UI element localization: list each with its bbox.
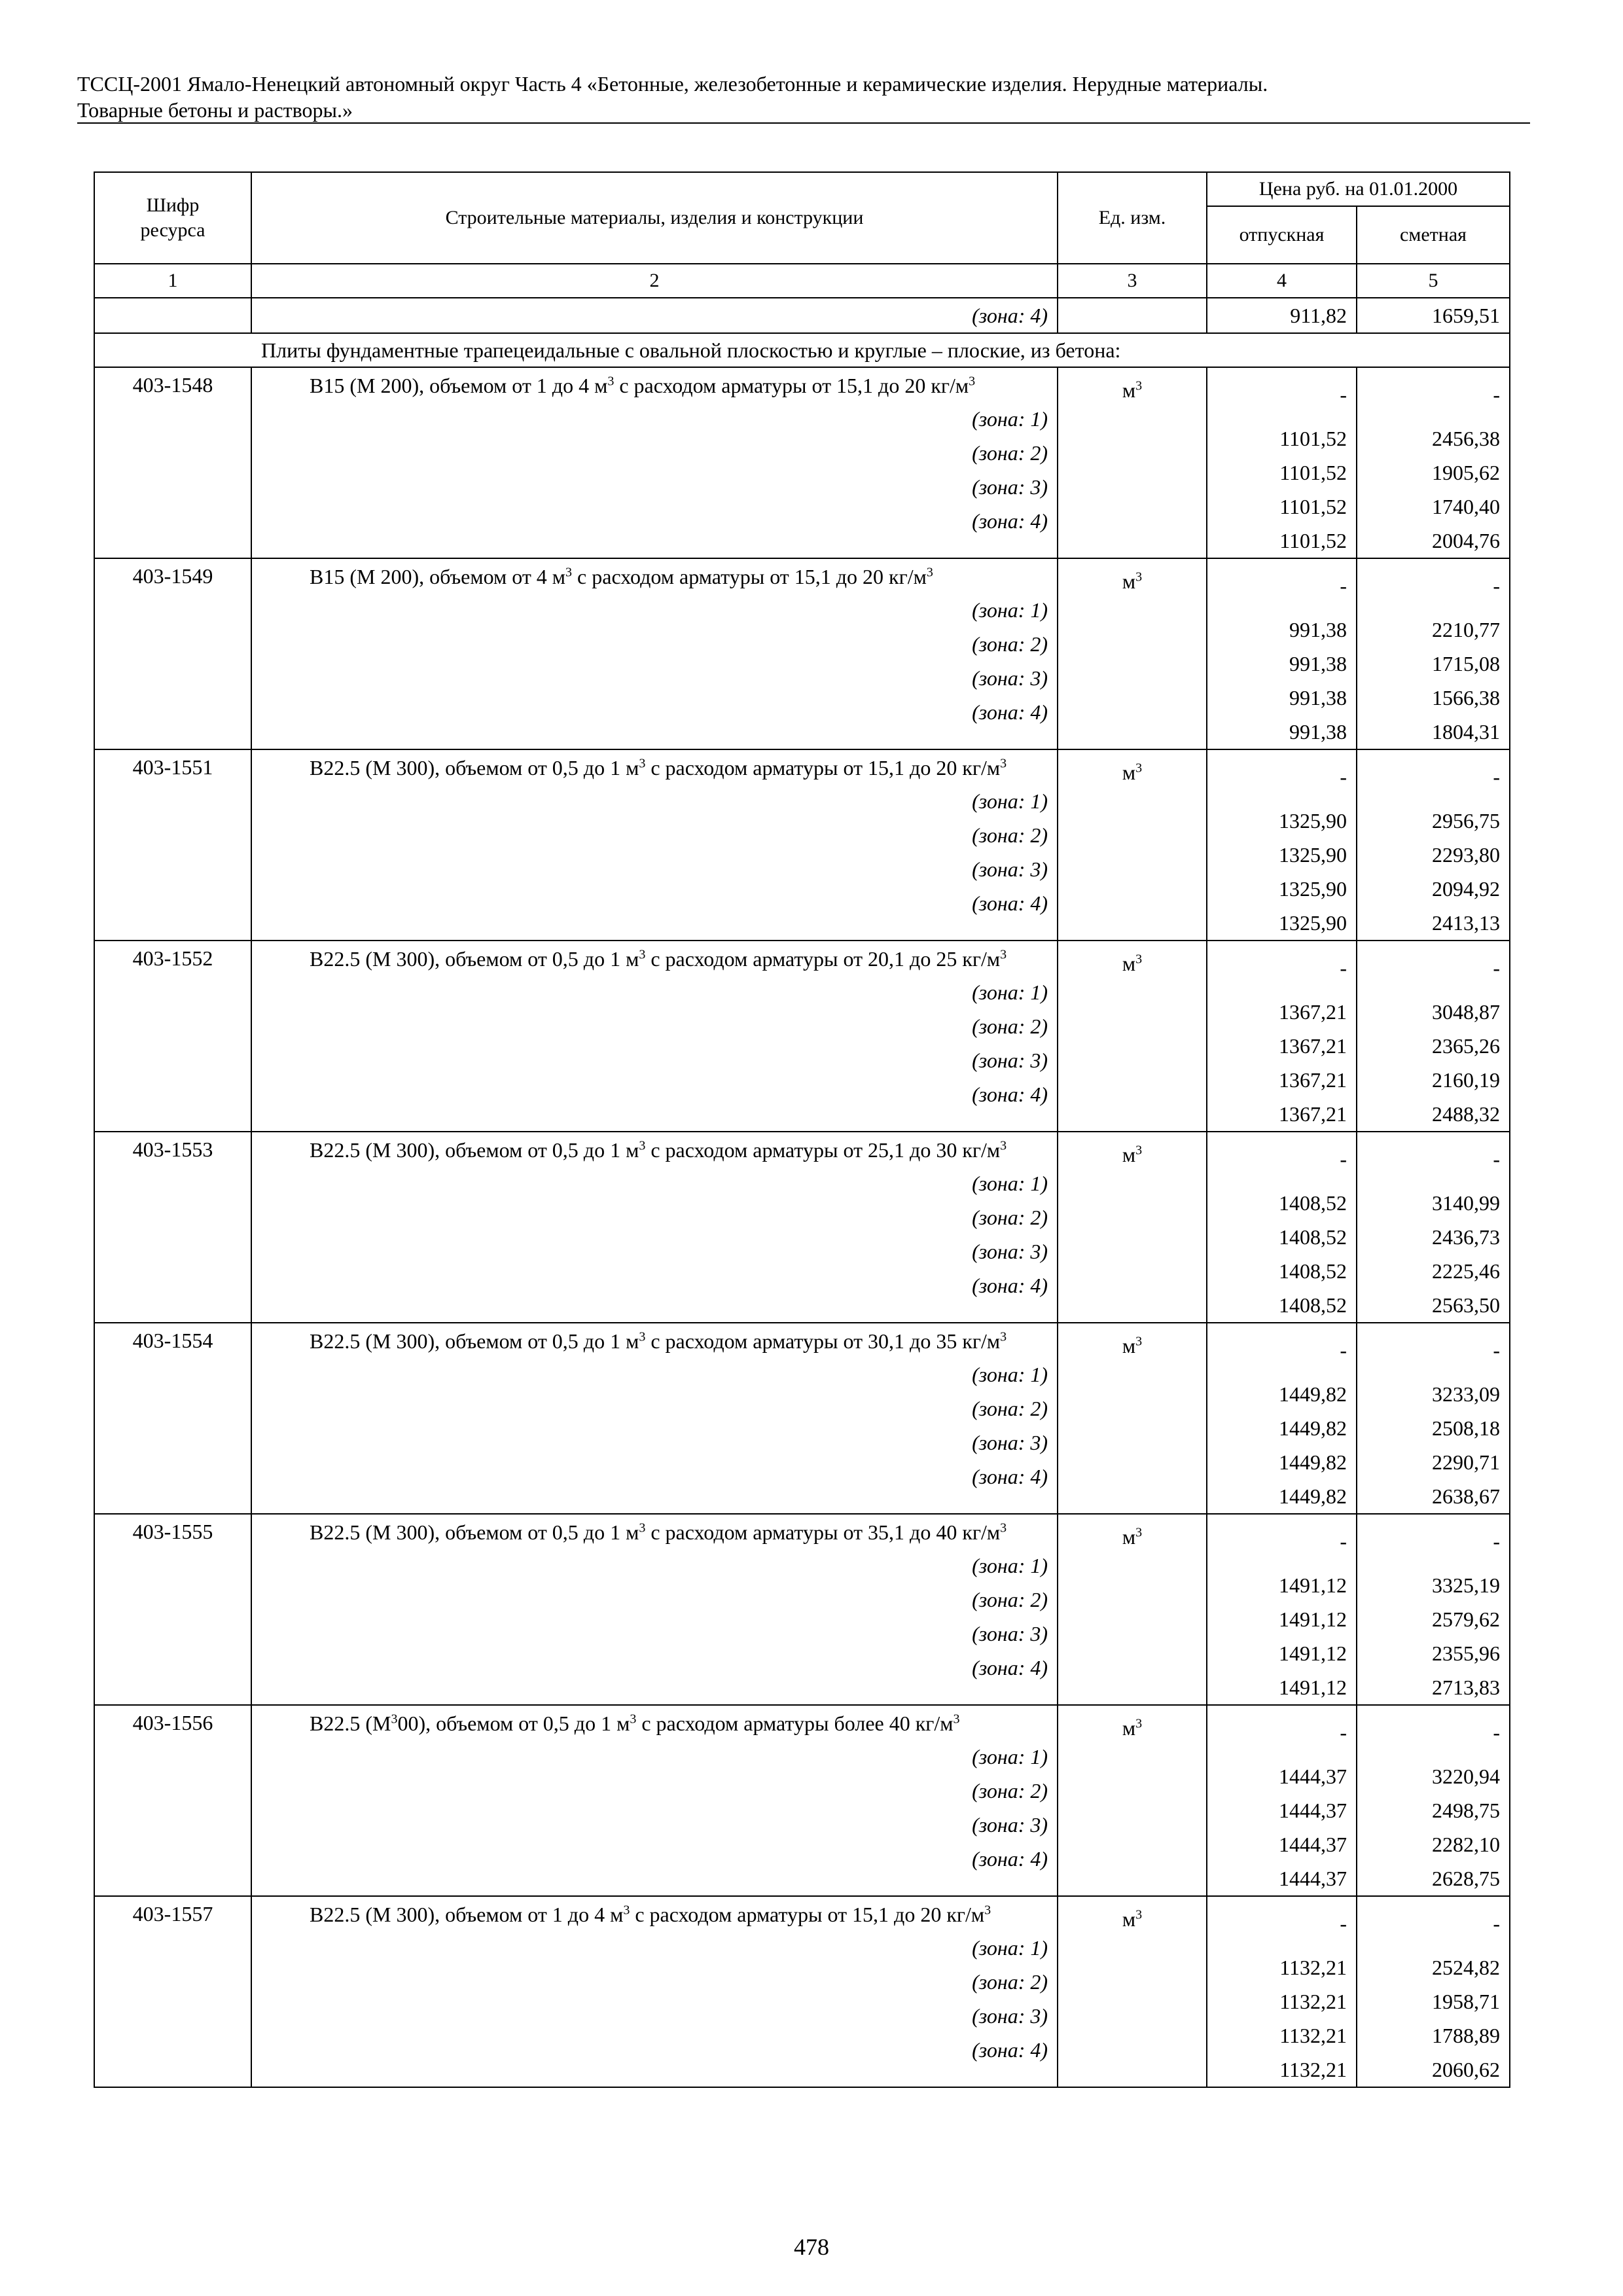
- estimate-price: 1740,40: [1432, 495, 1501, 518]
- item-description: В22.5 (М 300), объемом от 0,5 до 1 $м^3$ с расходом арматуры от 15,1 до 20 $кг/м^3$: [310, 756, 1007, 780]
- release-price: 1491,12: [1279, 1641, 1347, 1665]
- release-price: 1101,52: [1279, 427, 1347, 450]
- release-price: 991,38: [1289, 652, 1347, 675]
- document-header: [77, 71, 1530, 123]
- table-row: [94, 941, 1510, 1132]
- estimate-price: -: [1493, 1338, 1501, 1362]
- release-price: 1367,21: [1279, 1034, 1347, 1058]
- estimate-price: 1804,31: [1432, 720, 1501, 744]
- header-name: Строительные материалы, изделия и конструкции: [251, 172, 1058, 264]
- column-number: 3: [1058, 264, 1207, 298]
- release-price: 1449,82: [1279, 1484, 1347, 1508]
- zone-label: (зона: 3): [972, 666, 1048, 690]
- release-price: 1491,12: [1279, 1676, 1347, 1699]
- release-price: 1325,90: [1279, 877, 1347, 901]
- unit-cell: [1058, 1896, 1207, 2087]
- release-price: 1101,52: [1279, 529, 1347, 552]
- table-row: [94, 1323, 1510, 1514]
- estimate-price: 2355,96: [1432, 1641, 1501, 1665]
- zone-label: (зона: 2): [972, 441, 1048, 465]
- description-cell: [251, 1896, 1058, 2087]
- estimate-price-cell: [1357, 749, 1510, 941]
- zone-label: (зона: 3): [972, 1240, 1048, 1263]
- release-price: 1449,82: [1279, 1416, 1347, 1440]
- zone-label: (зона: 1): [972, 1554, 1048, 1577]
- estimate-price: -: [1493, 574, 1501, 598]
- estimate-price: 2004,76: [1432, 529, 1501, 552]
- estimate-price: 2225,46: [1432, 1259, 1501, 1283]
- table-row: [94, 749, 1510, 941]
- header-estimate: сметная: [1357, 206, 1510, 264]
- estimate-price-cell: [1357, 1896, 1510, 2087]
- section-title: Плиты фундаментные трапецеидальные с овальной плоскостью и круглые – плоские, из бетона:: [94, 333, 1510, 367]
- release-price: 1444,37: [1279, 1799, 1347, 1822]
- zone-label: (зона: 4): [972, 2038, 1048, 2062]
- estimate-price: 2365,26: [1432, 1034, 1501, 1058]
- description-cell: [251, 1705, 1058, 1896]
- column-number-row: [94, 264, 1510, 298]
- release-price: 1491,12: [1279, 1573, 1347, 1597]
- release-price: -: [1340, 1530, 1347, 1553]
- release-price: 911,82: [1207, 298, 1357, 333]
- estimate-price: 3048,87: [1432, 1000, 1501, 1024]
- release-price: -: [1340, 1147, 1347, 1171]
- estimate-price: 2293,80: [1432, 843, 1501, 867]
- estimate-price: 2638,67: [1432, 1484, 1501, 1508]
- estimate-price: 2436,73: [1432, 1225, 1501, 1249]
- estimate-price: 2160,19: [1432, 1068, 1501, 1092]
- table-row: [94, 1132, 1510, 1323]
- estimate-price: 2210,77: [1432, 618, 1501, 641]
- release-price: 1132,21: [1279, 2058, 1347, 2081]
- estimate-price: 2524,82: [1432, 1956, 1501, 1979]
- unit-cell: [1058, 1705, 1207, 1896]
- table-row: [94, 1514, 1510, 1705]
- zone-label: (зона: 1): [972, 1745, 1048, 1768]
- table-body: [94, 298, 1510, 2087]
- column-number: 4: [1207, 264, 1357, 298]
- unit-cell: [1058, 1323, 1207, 1514]
- zone-label: (зона: 2): [972, 632, 1048, 656]
- item-description: В22.5 (М 300), объемом от 1 до 4 $м^3$ с расходом арматуры от 15,1 до 20 $кг/м^3$: [310, 1903, 991, 1926]
- estimate-price: -: [1493, 1721, 1501, 1744]
- zone-label: (зона: 4): [972, 891, 1048, 915]
- estimate-price: 2094,92: [1432, 877, 1501, 901]
- release-price: 1367,21: [1279, 1102, 1347, 1126]
- estimate-price: 3233,09: [1432, 1382, 1501, 1406]
- resource-code-cell: [94, 1896, 251, 2087]
- release-price-cell: [1207, 941, 1357, 1132]
- release-price-cell: [1207, 1323, 1357, 1514]
- zone-label: (зона: 1): [972, 598, 1048, 622]
- header-price-group: Цена руб. на 01.01.2000: [1207, 172, 1510, 206]
- estimate-price: -: [1493, 956, 1501, 980]
- zone-label: (зона: 4): [972, 700, 1048, 724]
- estimate-price-cell: [1357, 558, 1510, 749]
- zone-label: (зона: 4): [972, 1847, 1048, 1871]
- estimate-price: 2508,18: [1432, 1416, 1501, 1440]
- release-price: -: [1340, 574, 1347, 598]
- estimate-price: 1566,38: [1432, 686, 1501, 709]
- zone-label: (зона: 4): [972, 304, 1048, 327]
- estimate-price-cell: [1357, 941, 1510, 1132]
- column-number: 5: [1357, 264, 1510, 298]
- estimate-price: 3325,19: [1432, 1573, 1501, 1597]
- unit-value: $м^3$: [1122, 1716, 1143, 1740]
- header-code: Шифр ресурса: [94, 172, 251, 264]
- unit-cell: [1058, 558, 1207, 749]
- zone-label: (зона: 3): [972, 475, 1048, 499]
- resource-code-cell: [94, 941, 251, 1132]
- release-price: 1449,82: [1279, 1382, 1347, 1406]
- unit-value: $м^3$: [1122, 761, 1143, 784]
- unit-value: $м^3$: [1122, 1907, 1143, 1931]
- description-cell: [251, 558, 1058, 749]
- zone-label: (зона: 1): [972, 789, 1048, 813]
- resource-code: 403-1551: [132, 755, 213, 779]
- unit-value: $м^3$: [1122, 1334, 1143, 1357]
- estimate-price-cell: [1357, 1132, 1510, 1323]
- release-price: -: [1340, 1338, 1347, 1362]
- estimate-price: 2498,75: [1432, 1799, 1501, 1822]
- estimate-price: 3220,94: [1432, 1765, 1501, 1788]
- release-price: 991,38: [1289, 618, 1347, 641]
- item-description: В22.5 $(М^300)$, объемом от 0,5 до 1 $м^3$ с расходом арматуры более 40 $кг/м^3$: [310, 1712, 960, 1735]
- description-cell: [251, 1132, 1058, 1323]
- resource-code-cell: [94, 1514, 251, 1705]
- zone-label: (зона: 2): [972, 1014, 1048, 1038]
- description-cell: [251, 1323, 1058, 1514]
- zone-label: (зона: 2): [972, 1206, 1048, 1229]
- page-number: 478: [794, 2234, 829, 2260]
- unit-cell: [1058, 1514, 1207, 1705]
- unit-value: $м^3$: [1122, 1143, 1143, 1166]
- unit-value: $м^3$: [1122, 569, 1143, 593]
- estimate-price: 2579,62: [1432, 1607, 1501, 1631]
- zone-label: (зона: 4): [972, 1083, 1048, 1106]
- unit-cell: [1058, 367, 1207, 558]
- release-price: 1367,21: [1279, 1068, 1347, 1092]
- estimate-price-cell: [1357, 1514, 1510, 1705]
- zone-label: (зона: 4): [972, 1465, 1048, 1488]
- resource-code: 403-1556: [132, 1711, 213, 1734]
- release-price: 991,38: [1289, 686, 1347, 709]
- estimate-price: 2563,50: [1432, 1293, 1501, 1317]
- resource-code-cell: [94, 1705, 251, 1896]
- release-price: -: [1340, 383, 1347, 406]
- header-line-1: ТССЦ-2001 Ямало-Ненецкий автономный округ Часть 4 «Бетонные, железобетонные и керамические изделия. Нерудные материалы.: [77, 72, 1268, 96]
- estimate-price: 2456,38: [1432, 427, 1501, 450]
- release-price: 1408,52: [1279, 1225, 1347, 1249]
- release-price: 1132,21: [1279, 1956, 1347, 1979]
- release-price: 1444,37: [1279, 1833, 1347, 1856]
- zone-label: (зона: 1): [972, 1172, 1048, 1195]
- item-description: В22.5 (М 300), объемом от 0,5 до 1 $м^3$ с расходом арматуры от 35,1 до 40 $кг/м^3$: [310, 1520, 1007, 1544]
- zone-label: (зона: 3): [972, 1622, 1048, 1645]
- unit-cell: [1058, 749, 1207, 941]
- release-price: 1449,82: [1279, 1450, 1347, 1474]
- carry-over-row: [94, 298, 1510, 333]
- zone-label: (зона: 3): [972, 1813, 1048, 1837]
- zone-label: (зона: 4): [972, 509, 1048, 533]
- estimate-price: 2060,62: [1432, 2058, 1501, 2081]
- description-cell: [251, 749, 1058, 941]
- release-price: 1408,52: [1279, 1259, 1347, 1283]
- release-price-cell: [1207, 1132, 1357, 1323]
- estimate-price-cell: [1357, 1705, 1510, 1896]
- release-price: 1408,52: [1279, 1293, 1347, 1317]
- release-price: -: [1340, 956, 1347, 980]
- resource-code: 403-1555: [132, 1520, 213, 1543]
- zone-label: (зона: 3): [972, 1431, 1048, 1454]
- release-price: 1325,90: [1279, 911, 1347, 935]
- estimate-price: -: [1493, 1530, 1501, 1553]
- estimate-price: 1905,62: [1432, 461, 1501, 484]
- release-price-cell: [1207, 749, 1357, 941]
- zone-label: (зона: 4): [972, 1274, 1048, 1297]
- estimate-price: 1715,08: [1432, 652, 1501, 675]
- column-number: 2: [251, 264, 1058, 298]
- release-price: 1101,52: [1279, 461, 1347, 484]
- resource-code-cell: [94, 1323, 251, 1514]
- release-price: 1367,21: [1279, 1000, 1347, 1024]
- unit-value: $м^3$: [1122, 952, 1143, 975]
- estimate-price: -: [1493, 1912, 1501, 1935]
- release-price: -: [1340, 765, 1347, 789]
- release-price-cell: [1207, 1514, 1357, 1705]
- zone-label: (зона: 1): [972, 407, 1048, 431]
- section-title-row: [94, 333, 1510, 367]
- release-price: 1325,90: [1279, 843, 1347, 867]
- release-price: 1132,21: [1279, 2024, 1347, 2047]
- release-price: 1408,52: [1279, 1191, 1347, 1215]
- zone-label: (зона: 4): [972, 1656, 1048, 1679]
- estimate-price: 2956,75: [1432, 809, 1501, 833]
- estimate-price: 2488,32: [1432, 1102, 1501, 1126]
- estimate-price: -: [1493, 1147, 1501, 1171]
- release-price: -: [1340, 1912, 1347, 1935]
- header-unit: Ед. изм.: [1058, 172, 1207, 264]
- estimate-price: 2413,13: [1432, 911, 1501, 935]
- item-description: В15 (М 200), объемом от 4 $м^3$ с расходом арматуры от 15,1 до 20 $кг/м^3$: [310, 565, 933, 588]
- release-price-cell: [1207, 558, 1357, 749]
- release-price: 1132,21: [1279, 1990, 1347, 2013]
- table-row: [94, 1896, 1510, 2087]
- estimate-price: 1659,51: [1357, 298, 1510, 333]
- estimate-price-cell: [1357, 367, 1510, 558]
- release-price-cell: [1207, 367, 1357, 558]
- resource-code-cell: [94, 558, 251, 749]
- resource-code: 403-1553: [132, 1138, 213, 1161]
- column-number: 1: [94, 264, 251, 298]
- resource-code-cell: [94, 367, 251, 558]
- release-price-cell: [1207, 1705, 1357, 1896]
- resource-code: 403-1548: [132, 373, 213, 397]
- item-description: В22.5 (М 300), объемом от 0,5 до 1 $м^3$ с расходом арматуры от 25,1 до 30 $кг/м^3$: [310, 1138, 1007, 1162]
- resource-code: 403-1554: [132, 1329, 213, 1352]
- estimate-price: 2282,10: [1432, 1833, 1501, 1856]
- unit-cell: [1058, 1132, 1207, 1323]
- estimate-price: 2713,83: [1432, 1676, 1501, 1699]
- resource-code-cell: [94, 1132, 251, 1323]
- release-price: 1444,37: [1279, 1867, 1347, 1890]
- estimate-price: 3140,99: [1432, 1191, 1501, 1215]
- zone-label: (зона: 1): [972, 980, 1048, 1004]
- zone-label: (зона: 2): [972, 823, 1048, 847]
- unit-value: $м^3$: [1122, 378, 1143, 402]
- release-price-cell: [1207, 1896, 1357, 2087]
- table-row: [94, 367, 1510, 558]
- description-cell: [251, 1514, 1058, 1705]
- estimate-price: 2290,71: [1432, 1450, 1501, 1474]
- zone-label: (зона: 3): [972, 1049, 1048, 1072]
- zone-label: (зона: 3): [972, 2004, 1048, 2028]
- description-cell: [251, 941, 1058, 1132]
- release-price: 991,38: [1289, 720, 1347, 744]
- zone-label: (зона: 3): [972, 857, 1048, 881]
- resource-code: 403-1552: [132, 946, 213, 970]
- header-line-2: Товарные бетоны и растворы.»: [77, 98, 353, 122]
- zone-label: (зона: 1): [972, 1936, 1048, 1960]
- release-price: 1101,52: [1279, 495, 1347, 518]
- description-cell: [251, 367, 1058, 558]
- release-price: -: [1340, 1721, 1347, 1744]
- table-row: [94, 558, 1510, 749]
- item-description: В22.5 (М 300), объемом от 0,5 до 1 $м^3$ с расходом арматуры от 20,1 до 25 $кг/м^3$: [310, 947, 1007, 971]
- unit-cell: [1058, 941, 1207, 1132]
- resource-code-cell: [94, 749, 251, 941]
- release-price: 1444,37: [1279, 1765, 1347, 1788]
- zone-label: (зона: 2): [972, 1970, 1048, 1994]
- resource-code: 403-1557: [132, 1902, 213, 1926]
- estimate-price-cell: [1357, 1323, 1510, 1514]
- item-description: В15 (М 200), объемом от 1 до 4 $м^3$ с расходом арматуры от 15,1 до 20 $кг/м^3$: [310, 374, 976, 397]
- estimate-price: -: [1493, 765, 1501, 789]
- release-price: 1325,90: [1279, 809, 1347, 833]
- estimate-price: -: [1493, 383, 1501, 406]
- release-price: 1491,12: [1279, 1607, 1347, 1631]
- table-header: [94, 172, 1510, 298]
- header-divider: [77, 122, 1530, 124]
- item-description: В22.5 (М 300), объемом от 0,5 до 1 $м^3$ с расходом арматуры от 30,1 до 35 $кг/м^3$: [310, 1329, 1007, 1353]
- estimate-price: 1788,89: [1432, 2024, 1501, 2047]
- estimate-price: 2628,75: [1432, 1867, 1501, 1890]
- price-table: [94, 171, 1510, 2088]
- zone-label: (зона: 2): [972, 1397, 1048, 1420]
- zone-label: (зона: 2): [972, 1779, 1048, 1803]
- table-row: [94, 1705, 1510, 1896]
- zone-label: (зона: 2): [972, 1588, 1048, 1611]
- resource-code: 403-1549: [132, 564, 213, 588]
- zone-label: (зона: 1): [972, 1363, 1048, 1386]
- header-release: отпускная: [1207, 206, 1357, 264]
- estimate-price: 1958,71: [1432, 1990, 1501, 2013]
- unit-value: $м^3$: [1122, 1525, 1143, 1549]
